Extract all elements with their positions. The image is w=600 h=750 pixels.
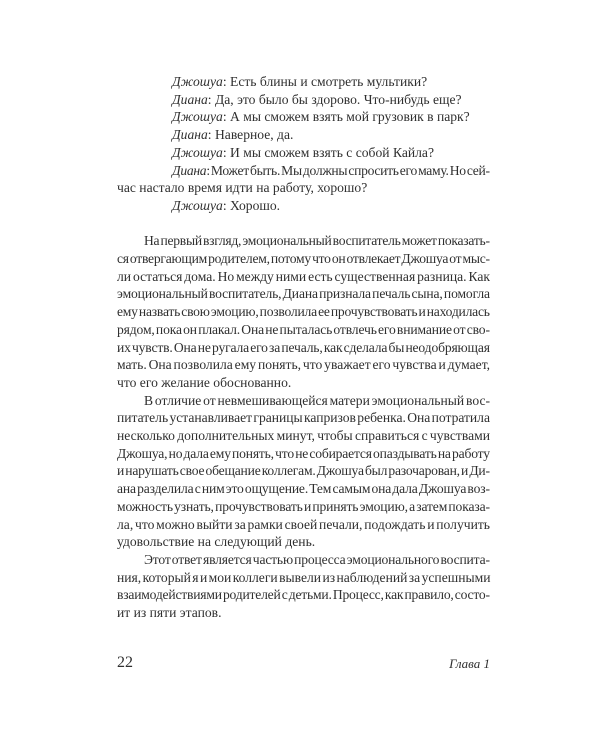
speaker-name: Диана: [172, 91, 208, 107]
dialogue-text: : Наверное, да.: [207, 127, 294, 143]
text-line: что его желание обоснованно.: [117, 374, 292, 390]
body-text: [117, 232, 490, 621]
dialogue-text: : И мы сможем взять с собой Кайла?: [222, 144, 434, 160]
speaker-name: Диана: [172, 127, 208, 143]
text-line: мать. Она позволила ему понять, что уважает его чувства и думает,: [117, 357, 491, 373]
speaker-name: Джошуа: [172, 144, 223, 160]
text-line: взаимодействиями родителей с детьми. Процесс, как правило, состо-: [117, 587, 490, 603]
dialogue-text: : Да, это было бы здорово. Что-нибудь еще?: [207, 91, 462, 107]
text-line: удовольствие на следующий день.: [117, 534, 316, 550]
paragraph: [117, 551, 490, 622]
dialogue-text: : Может быть. Мы должны спросить его маму. Но сей-: [206, 162, 490, 178]
text-line: эмоциональный воспитатель, Диана признала печаль сына, помогла: [117, 286, 490, 302]
text-line: ит из пяти этапов.: [117, 605, 222, 621]
dialogue-line: [117, 126, 490, 144]
text-line: Этот ответ является частью процесса эмоционального воспита-: [144, 551, 490, 567]
paragraph: [117, 392, 490, 551]
speaker-name: Диана: [172, 162, 207, 178]
dialogue-line: [117, 91, 490, 109]
dialogue-line: [117, 144, 490, 162]
paragraph: [117, 232, 490, 391]
page-footer: [117, 653, 490, 675]
page-number: 22: [117, 654, 133, 671]
text-line: их чувств. Она не ругала его за печаль, как сделала бы неодобряющая: [117, 339, 490, 355]
speaker-name: Джошуа: [172, 197, 223, 213]
text-line: ана разделила с ним это ощущение. Тем самым она дала Джошуа воз-: [117, 481, 490, 497]
text-line: На первый взгляд, эмоциональный воспитатель может показать-: [144, 233, 490, 249]
text-line: ему назвать свою эмоцию, позволила ее прочувствовать и находилась: [117, 304, 490, 320]
dialogue-line: [117, 73, 490, 91]
text-line: питатель устанавливает границы капризов ребенка. Она потратила: [117, 410, 490, 426]
text-line: ся отвергающим родителем, потому что он отвлекает Джошуа от мыс-: [117, 251, 490, 267]
text-line: ла, что можно выйти за рамки своей печали, подождать и получить: [117, 516, 491, 532]
page-content: [117, 73, 490, 622]
chapter-label: Глава 1: [449, 656, 490, 671]
text-line: можность узнать, прочувствовать и принять эмоцию, а затем показа-: [117, 498, 490, 514]
speaker-name: Джошуа: [172, 74, 223, 89]
dialogue-line: [117, 162, 490, 180]
text-line: ли остаться дома. Но между ними есть существенная разница. Как: [117, 268, 490, 284]
dialogue-line: [117, 108, 490, 126]
dialogue-line: [117, 179, 490, 197]
text-line: Джошуа, но дала ему понять, что не собирается опаздывать на работу: [117, 445, 490, 461]
text-line: рядом, пока он плакал. Она не пыталась отвлечь его внимание от сво-: [117, 321, 490, 337]
dialogue-block: [117, 73, 490, 215]
dialogue-text: : А мы сможем взять мой грузовик в парк?: [222, 109, 470, 125]
text-line: и нарушать свое обещание коллегам. Джошуа был разочарован, и Ди-: [117, 463, 490, 479]
text-line: В отличие от невмешивающейся матери эмоциональный вос-: [144, 392, 491, 408]
speaker-name: Джошуа: [172, 109, 223, 125]
text-line: ния, который я и мои коллеги вывели из наблюдений за успешными: [117, 569, 491, 585]
dialogue-text: : Хорошо.: [222, 197, 281, 213]
dialogue-text: час настало время идти на работу, хорошо?: [117, 180, 368, 196]
dialogue-text: : Есть блины и смотреть мультики?: [222, 74, 428, 89]
text-line: несколько дополнительных минут, чтобы справиться с чувствами: [117, 428, 491, 444]
dialogue-line: [117, 197, 490, 215]
